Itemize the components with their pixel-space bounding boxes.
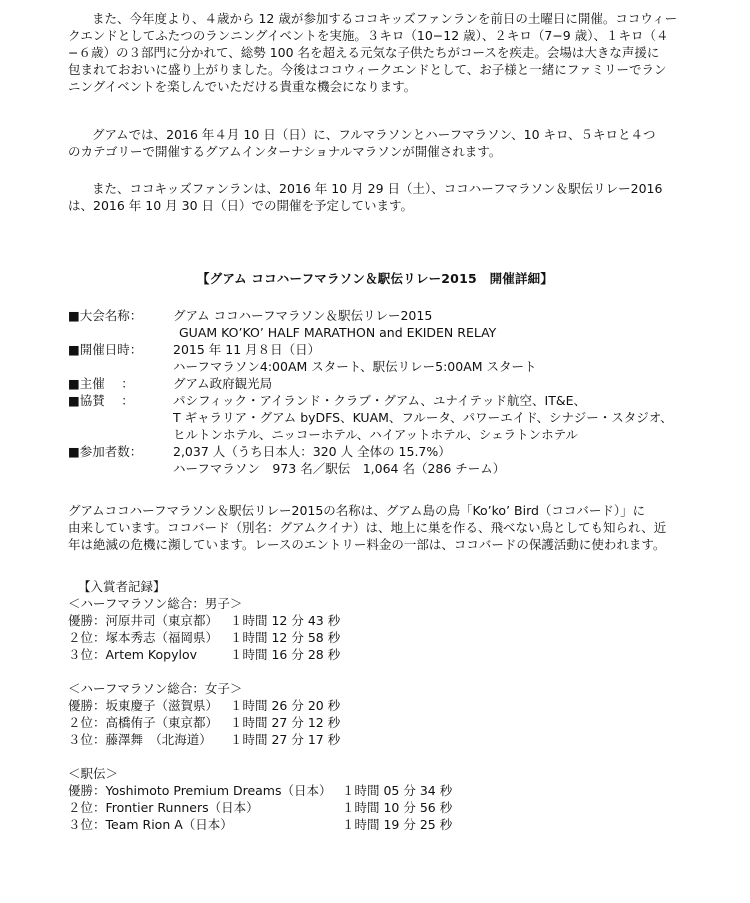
result-row	[68, 646, 688, 663]
detail-label: ■協賛 ：	[68, 393, 134, 408]
result-time: １時間 27 分 12 秒	[230, 715, 341, 730]
detail-value: GUAM KO’KO’ HALF MARATHON and EKIDEN RELAY	[179, 325, 497, 340]
results-group-men	[68, 595, 688, 663]
result-name: ３位：Team Rion A（日本）	[68, 817, 233, 832]
result-row	[68, 799, 688, 816]
detail-value: ハーフマラソン 973 名／駅伝 1,064 名（286 チーム）	[173, 461, 506, 476]
detail-value: 2,037 人（うち日本人：320 人 全体の 15.7%）	[173, 444, 451, 459]
text-line: のカテゴリーで開催するグアムインターナショナルマラソンが開催されます。	[68, 144, 502, 159]
event-details-heading: 【グアム ココハーフマラソン＆駅伝リレー2015 開催詳細】	[196, 271, 554, 286]
detail-value: T ギャラリア・グアム byDFS、KUAM、フルータ、パワーエイド、シナジー・スタジオ、	[173, 410, 673, 425]
text-line: 由来しています。ココバード（別名：グアムクイナ）は、地上に巣を作る、飛べない鳥としても知られ、近	[68, 520, 667, 535]
result-time: １時間 05 分 34 秒	[342, 783, 453, 798]
result-name: ３位：藤澤舞 （北海道）	[68, 732, 212, 747]
text-line: −６歳）の３部門に分かれて、総勢 100 名を超える元気な子供たちがコースを疾走。会場は大きな声援に	[68, 45, 660, 60]
detail-value: パシフィック・アイランド・クラブ・グアム、ユナイテッド航空、IT&E、	[173, 393, 586, 408]
text-line: また、ココキッズファンランは、2016 年 10 月 29 日（土）、ココハーフマラソン＆駅伝リレー2016	[92, 181, 663, 196]
results-group-heading: ＜ハーフマラソン総合：男子＞	[68, 596, 243, 611]
text-line: クエンドとしてふたつのランニングイベントを実施。３キロ（10−12 歳）、２キロ（7−9 歳）、１キロ（４	[68, 28, 669, 43]
result-name: ２位：塚本秀志（福岡県）	[68, 630, 219, 645]
result-name: 優勝：坂東慶子（滋賀県）	[68, 698, 219, 713]
text-line: は、2016 年 10 月 30 日（日）での開催を予定しています。	[68, 198, 413, 213]
detail-value: 2015 年 11 月８日（日）	[173, 342, 321, 357]
result-row	[68, 612, 688, 629]
result-name: ３位：Artem Kopylov	[68, 647, 198, 662]
result-row	[68, 782, 688, 799]
result-name: 優勝：河原井司（東京都）	[68, 613, 219, 628]
result-time: １時間 10 分 56 秒	[342, 800, 453, 815]
event-details-list	[68, 307, 708, 477]
results-group-women	[68, 680, 688, 748]
text-line: グアムココハーフマラソン＆駅伝リレー2015の名称は、グアム島の鳥「Ko’ko’ Bird（ココバード）」に	[68, 503, 646, 518]
result-time: １時間 12 分 43 秒	[230, 613, 341, 628]
result-row	[68, 714, 688, 731]
result-row	[68, 731, 688, 748]
result-row	[68, 629, 688, 646]
result-row	[68, 816, 688, 833]
results-section	[68, 578, 688, 850]
detail-row-organizer	[68, 375, 708, 392]
detail-label: ■大会名称：	[68, 308, 143, 323]
detail-value: グアム政府観光局	[173, 376, 273, 391]
text-line: ニングイベントを楽しんでいただける貴重な機会になります。	[68, 79, 417, 94]
result-time: １時間 16 分 28 秒	[230, 647, 341, 662]
detail-row-event-name	[68, 307, 708, 341]
result-time: １時間 27 分 17 秒	[230, 732, 341, 747]
result-row	[68, 697, 688, 714]
text-line: 年は絶滅の危機に瀕しています。レースのエントリー料金の一部は、ココバードの保護活動に使われます。	[68, 537, 666, 552]
result-time: １時間 19 分 25 秒	[342, 817, 453, 832]
detail-value: ハーフマラソン4:00AM スタート、駅伝リレー5:00AM スタート	[173, 359, 537, 374]
result-time: １時間 12 分 58 秒	[230, 630, 341, 645]
detail-value: グアム ココハーフマラソン＆駅伝リレー2015	[173, 308, 433, 323]
result-name: 優勝：Yoshimoto Premium Dreams（日本）	[68, 783, 332, 798]
detail-value: ヒルトンホテル、ニッコーホテル、ハイアットホテル、シェラトンホテル	[173, 427, 579, 442]
text-line: グアムでは、2016 年４月 10 日（日）に、フルマラソンとハーフマラソン、10 キロ、５キロと４つ	[92, 127, 656, 142]
detail-label: ■開催日時：	[68, 342, 143, 357]
result-time: １時間 26 分 20 秒	[230, 698, 341, 713]
result-name: ２位：高橋侑子（東京都）	[68, 715, 219, 730]
intro-paragraph-kids-fun-run	[68, 10, 688, 95]
detail-row-sponsors	[68, 392, 708, 443]
detail-label: ■参加者数：	[68, 444, 143, 459]
detail-row-participants	[68, 443, 708, 477]
koko-bird-note	[68, 502, 698, 553]
text-line: また、今年度より、４歳から 12 歳が参加するココキッズファンランを前日の土曜日に開催。ココウィー	[92, 11, 678, 26]
results-group-heading: ＜ハーフマラソン総合：女子＞	[68, 681, 243, 696]
intro-paragraph-guam-marathon	[68, 126, 688, 160]
results-group-ekiden	[68, 765, 688, 833]
results-group-heading: ＜駅伝＞	[68, 766, 119, 781]
result-name: ２位：Frontier Runners（日本）	[68, 800, 259, 815]
intro-paragraph-2016-schedule	[68, 180, 688, 214]
detail-row-date	[68, 341, 708, 375]
results-title: 【入賞者記録】	[78, 579, 166, 594]
text-line: 包まれておおいに盛り上がりました。今後はココウィークエンドとして、お子様と一緒にファミリーでラン	[68, 62, 667, 77]
detail-label: ■主催 ：	[68, 376, 134, 391]
